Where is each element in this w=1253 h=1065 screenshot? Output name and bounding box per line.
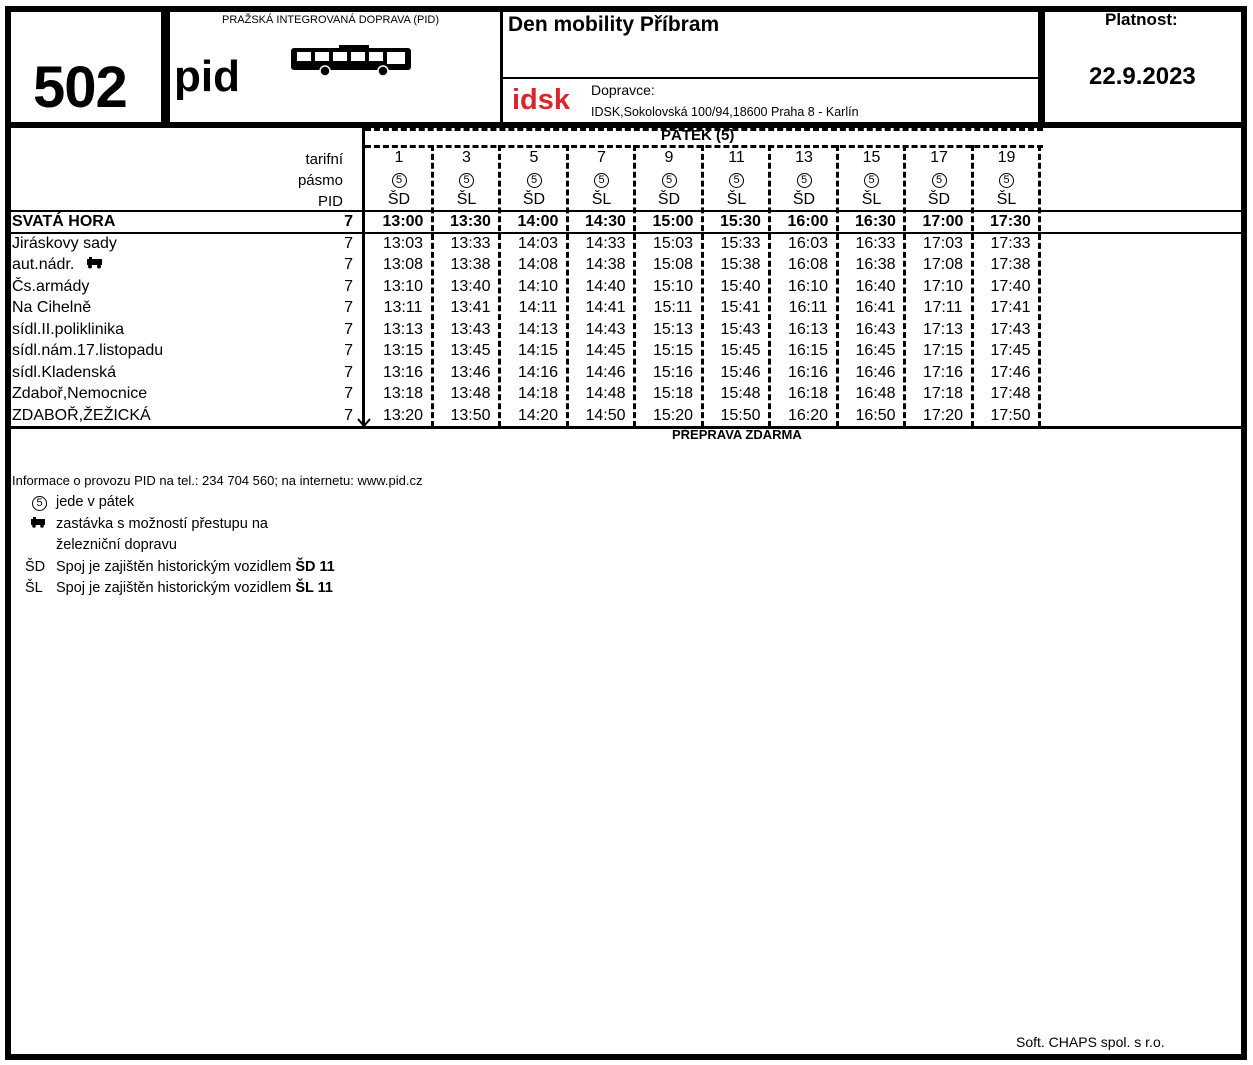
trip-vehicle-text: ŠD	[657, 191, 681, 208]
stop-name	[12, 235, 117, 253]
departure-time: 13:16	[382, 363, 424, 381]
trip-number	[905, 149, 973, 167]
stop-name	[12, 407, 151, 425]
departure-time: 14:41	[585, 299, 626, 316]
departure-time: 14:45	[585, 342, 626, 359]
departure-time: 14:48	[585, 385, 626, 402]
stop-name-text: SVATÁ HORA	[12, 213, 116, 230]
zone-header	[293, 149, 343, 212]
legend-day-symbol	[32, 494, 47, 511]
stop-name	[12, 385, 147, 403]
departure-time: 13:15	[382, 342, 424, 359]
departure-time: 16:15	[787, 342, 829, 359]
departure-time: 15:38	[720, 256, 761, 273]
direction-arrow-icon	[356, 406, 372, 428]
page-title: Den mobility Příbram	[508, 13, 720, 36]
departure-time: 16:20	[787, 406, 829, 424]
line-number: 502	[33, 55, 127, 120]
departure-time: 16:45	[855, 342, 896, 359]
departure-time: 13:08	[382, 256, 424, 273]
trip-number-text: 13	[795, 149, 813, 166]
departure-time: 15:03	[652, 234, 694, 252]
departure-time: 17:18	[922, 385, 964, 402]
trip-number	[365, 149, 433, 167]
trip-number-text: 1	[394, 149, 404, 166]
departure-time: 17:13	[922, 320, 964, 338]
stop-name-text: sídl.II.poliklinika	[12, 320, 125, 338]
trip-vehicle-text: ŠL	[996, 191, 1017, 208]
departure-time: 15:48	[720, 385, 761, 402]
trip-day-symbol-text: 5	[797, 173, 812, 188]
departure-time: 17:20	[922, 406, 964, 424]
departure-time: 14:18	[517, 385, 559, 402]
departure-time: 16:40	[855, 277, 896, 295]
departure-time: 13:10	[382, 277, 424, 295]
departure-time: 13:41	[450, 299, 491, 316]
stop-zone: 7	[344, 385, 353, 402]
departure-time: 17:45	[990, 342, 1031, 359]
stop-zone: 7	[344, 277, 353, 295]
departure-time: 15:43	[720, 320, 761, 338]
departure-time: 17:08	[922, 256, 964, 273]
departure-time: 16:18	[787, 385, 829, 402]
legend-sd-text: Spoj je zajištěn historickým vozidlem	[56, 559, 292, 575]
stop-name-text: sídl.Kladenská	[12, 363, 117, 381]
departure-time: 13:00	[382, 213, 424, 230]
pid-top-label: PRAŽSKÁ INTEGROVANÁ DOPRAVA (PID)	[222, 14, 439, 26]
departure-time: 16:41	[855, 299, 896, 316]
train-icon	[30, 517, 46, 528]
trip-day-symbol-text: 5	[527, 173, 542, 188]
legend-sl-text: Spoj je zajištěn historickým vozidlem	[56, 580, 292, 596]
departure-time: 14:08	[517, 256, 559, 273]
bus-icon	[289, 44, 415, 80]
departure-time: 16:16	[787, 363, 829, 381]
legend-train-text-2: železniční dopravu	[56, 537, 177, 553]
departure-time: 14:38	[585, 256, 626, 273]
legend-sl-bold: ŠL 11	[295, 580, 333, 596]
trip-vehicle-text: ŠL	[861, 191, 882, 208]
stop-name-text: Na Cihelně	[12, 299, 92, 316]
trip-number	[568, 149, 636, 167]
trip-vehicle	[500, 191, 568, 209]
stop-zone: 7	[344, 213, 353, 230]
operator-logo: idsk	[512, 84, 571, 116]
departure-time: 13:50	[450, 406, 491, 424]
trip-day-symbol	[635, 170, 703, 188]
trip-vehicle-text: ŠL	[456, 191, 477, 208]
trip-day-symbol-text: 5	[392, 173, 407, 188]
departure-time: 13:13	[382, 320, 424, 338]
departure-time: 15:10	[652, 277, 694, 295]
trip-day-symbol-text: 5	[932, 173, 947, 188]
table-header-line	[11, 210, 1243, 212]
departure-time: 16:50	[855, 406, 896, 424]
stop-name-text: Jiráskovy sady	[12, 234, 117, 252]
departure-time: 13:40	[450, 277, 491, 295]
stop-zone: 7	[344, 406, 353, 424]
trip-number	[838, 149, 906, 167]
departure-time: 17:33	[990, 234, 1031, 252]
trip-day-symbol	[770, 170, 838, 188]
stop-zone: 7	[344, 363, 353, 381]
departure-time: 15:15	[652, 342, 694, 359]
trip-number-text: 17	[930, 149, 948, 166]
departure-time: 16:43	[855, 320, 896, 338]
departure-time: 15:20	[652, 406, 694, 424]
stop-name	[12, 278, 89, 296]
departure-time: 16:11	[788, 299, 828, 316]
departure-time: 15:13	[652, 320, 694, 338]
departure-time: 15:18	[652, 385, 694, 402]
header-sep-3b	[1041, 6, 1045, 126]
train-icon	[86, 257, 104, 269]
departure-time: 16:08	[787, 256, 829, 273]
software-credit: Soft. CHAPS spol. s r.o.	[1016, 1034, 1165, 1050]
departure-time: 13:46	[450, 363, 491, 381]
trip-day-symbol	[365, 170, 433, 188]
departure-time: 17:11	[923, 299, 963, 316]
departure-time: 15:33	[720, 234, 761, 252]
stop-name-text: Zdaboř,Nemocnice	[12, 385, 148, 402]
departure-time: 14:46	[585, 363, 626, 381]
validity-label: Platnost:	[1105, 10, 1178, 29]
circle-five-icon: 5	[32, 496, 47, 511]
departure-time: 14:03	[517, 234, 559, 252]
trip-day-symbol-text: 5	[729, 173, 744, 188]
operator-label: Dopravce:	[591, 82, 655, 98]
trip-vehicle	[365, 191, 433, 209]
zone-header-line-1: tarifní	[305, 151, 343, 168]
departure-time: 15:50	[720, 406, 761, 424]
zone-header-line-2: pásmo	[297, 172, 343, 189]
trip-vehicle-text: ŠD	[387, 191, 411, 208]
departure-time: 15:46	[720, 363, 761, 381]
trip-day-symbol-text: 5	[864, 173, 879, 188]
legend-sd-row	[56, 559, 335, 575]
stop-name	[12, 364, 116, 382]
trip-number-text: 5	[529, 149, 539, 166]
departure-time: 16:46	[855, 363, 896, 381]
stop-name-text: aut.nádr.	[12, 256, 75, 273]
trip-number	[635, 149, 703, 167]
stop-zone: 7	[344, 234, 353, 252]
header-sep-1b	[167, 6, 170, 126]
departure-time: 17:00	[922, 213, 964, 230]
operator-address: IDSK,Sokolovská 100/94,18600 Praha 8 - Karlín	[591, 105, 859, 119]
departure-time: 15:41	[720, 299, 761, 316]
info-line: Informace o provozu PID na tel.: 234 704 560; na internetu: www.pid.cz	[12, 473, 423, 488]
departure-time: 15:11	[653, 299, 693, 316]
trip-vehicle-text: ŠD	[927, 191, 951, 208]
departure-time: 17:46	[990, 363, 1031, 381]
day-header-text: PÁTEK (5)	[661, 127, 735, 144]
trip-day-symbol	[500, 170, 568, 188]
departure-time: 14:20	[517, 406, 559, 424]
trip-number	[500, 149, 568, 167]
departure-time: 17:50	[990, 406, 1031, 424]
trip-vehicle-text: ŠD	[522, 191, 546, 208]
free-ride-note: PŘEPRAVA ZDARMA	[672, 427, 802, 442]
departure-time: 17:30	[990, 213, 1031, 230]
trip-vehicle-text: ŠD	[792, 191, 816, 208]
legend-sd-code: ŠD	[25, 559, 46, 575]
departure-time: 17:03	[922, 234, 964, 252]
departure-time: 14:13	[517, 320, 559, 338]
departure-time: 14:30	[585, 213, 626, 230]
trip-vehicle	[973, 191, 1041, 209]
departure-time: 15:00	[652, 213, 694, 230]
departure-time: 16:33	[855, 234, 896, 252]
departure-time: 17:10	[922, 277, 964, 295]
trip-vehicle	[635, 191, 703, 209]
departure-time: 14:16	[517, 363, 559, 381]
trip-vehicle	[433, 191, 501, 209]
stop-zone: 7	[344, 342, 353, 359]
trip-day-symbol-text: 5	[999, 173, 1014, 188]
day-header	[661, 127, 734, 144]
departure-time: 17:15	[922, 342, 964, 359]
trip-vehicle-text: ŠL	[591, 191, 612, 208]
legend-sl-code: ŠL	[25, 580, 43, 596]
stop-name	[12, 321, 124, 339]
trip-day-symbol-text: 5	[594, 173, 609, 188]
departure-time: 13:03	[382, 234, 424, 252]
trip-day-symbol	[433, 170, 501, 188]
departure-time: 14:43	[585, 320, 626, 338]
departure-time: 13:18	[382, 385, 424, 402]
trip-vehicle	[703, 191, 771, 209]
trip-vehicle-text: ŠL	[726, 191, 747, 208]
trip-day-symbol	[703, 170, 771, 188]
trip-number-text: 7	[597, 149, 606, 166]
stop-name	[12, 213, 115, 231]
departure-time: 17:41	[990, 299, 1031, 316]
header-sep-2	[500, 6, 503, 126]
departure-time: 17:16	[922, 363, 964, 381]
validity-date: 22.9.2023	[1089, 63, 1196, 90]
zone-header-line-3: PID	[317, 193, 343, 210]
stop-name-text: ZDABOŘ,ŽEŽICKÁ	[12, 406, 151, 424]
departure-time: 14:15	[517, 342, 559, 359]
departure-time: 14:33	[585, 234, 626, 252]
departure-time: 14:40	[585, 277, 626, 295]
departure-time: 17:43	[990, 320, 1031, 338]
departure-time: 16:13	[787, 320, 829, 338]
trip-day-symbol	[905, 170, 973, 188]
departure-time: 13:43	[450, 320, 491, 338]
trip-day-symbol-text: 5	[459, 173, 474, 188]
departure-time: 13:45	[450, 342, 491, 359]
departure-time: 13:20	[382, 406, 424, 424]
stop-name-text: Čs.armády	[12, 277, 90, 295]
departure-time: 15:16	[652, 363, 694, 381]
departure-time: 17:40	[990, 277, 1031, 295]
trip-day-symbol-text: 5	[662, 173, 677, 188]
trip-number-text: 11	[728, 149, 745, 166]
departure-time: 16:48	[855, 385, 896, 402]
departure-time: 16:10	[787, 277, 829, 295]
legend-day-text: jede v pátek	[56, 494, 135, 510]
departure-time: 13:38	[450, 256, 491, 273]
trip-vehicle	[568, 191, 636, 209]
stop-name	[12, 256, 104, 274]
trip-vehicle	[838, 191, 906, 209]
trip-number	[433, 149, 501, 167]
departure-time: 16:38	[855, 256, 896, 273]
stop-zone: 7	[344, 256, 353, 273]
trip-vehicle	[905, 191, 973, 209]
departure-time: 13:48	[450, 385, 491, 402]
departure-time: 14:50	[585, 406, 626, 424]
departure-time: 17:48	[990, 385, 1031, 402]
trip-vehicle	[770, 191, 838, 209]
trip-number-text: 3	[462, 149, 471, 166]
stop-name	[12, 342, 163, 360]
trip-day-symbol	[568, 170, 636, 188]
stop-name	[12, 299, 91, 317]
departure-time: 13:33	[450, 234, 491, 252]
departure-time: 13:11	[383, 299, 423, 316]
departure-time: 14:00	[517, 213, 559, 230]
departure-time: 16:03	[787, 234, 829, 252]
title-divider	[503, 77, 1039, 79]
departure-time: 15:45	[720, 342, 761, 359]
legend-train-text-1: zastávka s možností přestupu na	[56, 516, 268, 532]
departure-time: 16:30	[855, 213, 896, 230]
trip-number	[770, 149, 838, 167]
trip-day-symbol	[973, 170, 1041, 188]
departure-time: 16:00	[787, 213, 829, 230]
trip-number	[973, 149, 1041, 167]
departure-time: 14:11	[518, 299, 558, 316]
trip-number	[703, 149, 771, 167]
departure-time: 15:40	[720, 277, 761, 295]
trip-number-text: 15	[862, 149, 881, 166]
legend-sd-bold: ŠD 11	[295, 559, 335, 575]
departure-time: 15:08	[652, 256, 694, 273]
legend-sl-row	[56, 580, 333, 596]
stop-zone: 7	[344, 320, 353, 338]
trip-number-text: 19	[997, 149, 1016, 166]
departure-time: 13:30	[450, 213, 491, 230]
trip-day-symbol	[838, 170, 906, 188]
table-bottom-line	[11, 426, 1243, 429]
departure-time: 15:30	[720, 213, 761, 230]
stop-zone: 7	[344, 299, 353, 316]
trip-number-text: 9	[664, 149, 674, 166]
table-header-dash	[365, 145, 1043, 148]
departure-time: 14:10	[517, 277, 559, 295]
departure-time: 17:38	[990, 256, 1031, 273]
pid-logo: pid	[174, 52, 240, 101]
stop-name-text: sídl.nám.17.listopadu	[12, 342, 164, 359]
